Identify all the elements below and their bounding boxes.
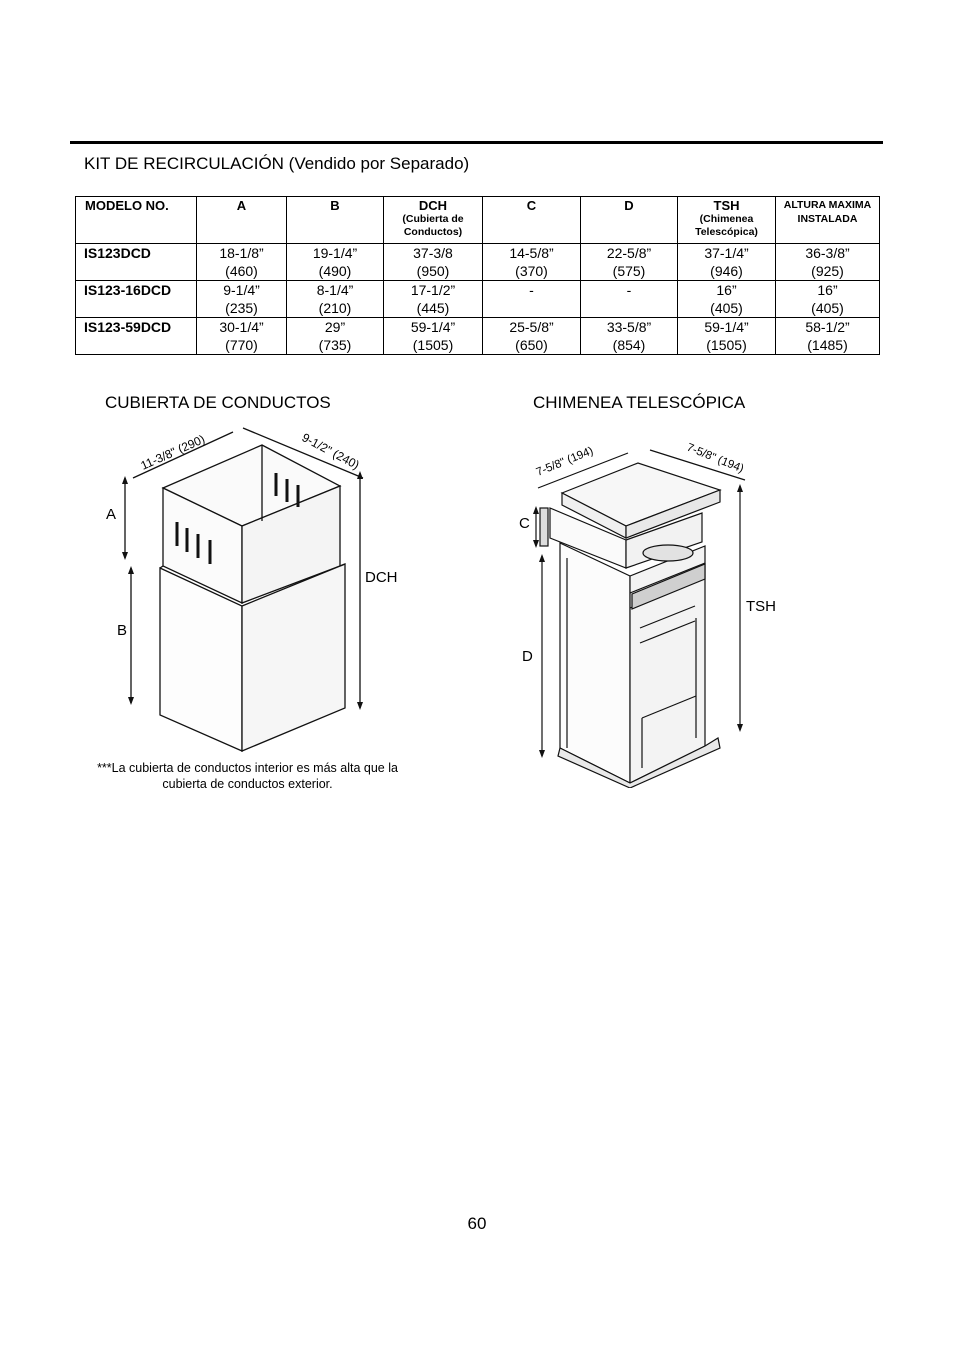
- caption-duct-cover: CUBIERTA DE CONDUCTOS: [105, 393, 331, 412]
- value-cell: [581, 244, 678, 281]
- value-cell: [678, 244, 776, 281]
- value-mm: (370): [515, 263, 548, 279]
- value-mm: (210): [318, 300, 352, 316]
- dim-depth-text: 7-5/8" (194): [684, 441, 746, 476]
- col-header-max-height: ALTURA MAXIMA INSTALADA: [776, 197, 880, 244]
- table-header-row: [76, 197, 880, 244]
- value-mm: (235): [225, 300, 258, 316]
- value-mm: (1485): [807, 337, 848, 353]
- value-inches: 16”: [817, 282, 838, 298]
- value-mm: (650): [515, 337, 548, 353]
- value-inches: 37-3/8: [413, 245, 453, 261]
- value-cell: [678, 281, 776, 318]
- dim-label-d: D: [522, 648, 533, 665]
- value-mm: (854): [612, 337, 646, 353]
- value-inches: 16”: [716, 282, 737, 298]
- value-cell: [776, 244, 880, 281]
- col-header-b: B: [287, 197, 384, 244]
- value-mm: (445): [416, 300, 450, 316]
- model-cell: IS123-16DCD: [76, 281, 197, 318]
- value-cell: [197, 318, 287, 355]
- value-mm: (490): [318, 263, 352, 279]
- value-cell: [384, 318, 483, 355]
- value-mm: (405): [710, 300, 743, 316]
- value-cell: [287, 281, 384, 318]
- value-inches: -: [626, 282, 632, 298]
- value-inches: 59-1/4”: [410, 319, 456, 335]
- footnote: ***La cubierta de conductos interior es más alta que la cubierta de conductos exterior.: [97, 761, 398, 791]
- value-inches: 22-5/8”: [606, 245, 652, 261]
- col-header-c: C: [483, 197, 581, 244]
- value-inches: 29”: [324, 319, 346, 335]
- value-cell: [483, 281, 581, 318]
- dim-label-c: C: [519, 515, 530, 532]
- model-cell: IS123DCD: [76, 244, 197, 281]
- value-cell: [581, 318, 678, 355]
- value-inches: 9-1/4”: [223, 282, 260, 298]
- dim-width-text: 7-5/8" (194): [534, 445, 596, 479]
- value-inches: 8-1/4”: [316, 282, 354, 298]
- value-mm: (946): [710, 263, 743, 279]
- value-cell: [678, 318, 776, 355]
- value-cell: [776, 281, 880, 318]
- value-cell: [776, 318, 880, 355]
- value-inches: -: [529, 282, 534, 298]
- value-inches: 18-1/8”: [219, 245, 264, 261]
- value-cell: [483, 244, 581, 281]
- value-cell: [197, 281, 287, 318]
- dim-label-b: B: [117, 622, 128, 639]
- value-inches: 36-3/8”: [805, 245, 850, 261]
- value-inches: 19-1/4”: [312, 245, 358, 261]
- value-cell: [483, 318, 581, 355]
- table-row: [76, 281, 880, 318]
- dim-label-a: A: [106, 506, 117, 523]
- col-header-dch: DCH (Cubierta de Conductos): [384, 197, 483, 244]
- page-number: 60: [467, 1214, 487, 1233]
- col-header-d: D: [581, 197, 678, 244]
- value-mm: (575): [612, 263, 646, 279]
- value-cell: [197, 244, 287, 281]
- value-inches: 37-1/4”: [704, 245, 749, 261]
- caption-telescopic-chimney: CHIMENEA TELESCÓPICA: [533, 393, 746, 412]
- value-mm: (925): [811, 263, 844, 279]
- dim-width-text: 11-3/8" (290): [138, 431, 208, 473]
- value-inches: 33-5/8”: [606, 319, 652, 335]
- table-row: [76, 244, 880, 281]
- model-cell: IS123-59DCD: [76, 318, 197, 355]
- value-mm: (1505): [412, 337, 454, 353]
- dim-depth-text: 9-1/2" (240): [299, 430, 362, 473]
- value-inches: 59-1/4”: [704, 319, 749, 335]
- duct-cover-diagram: [95, 418, 415, 758]
- value-mm: (460): [225, 263, 258, 279]
- telescopic-chimney-diagram: [510, 418, 800, 788]
- value-mm: (405): [811, 300, 844, 316]
- value-inches: 17-1/2”: [410, 282, 456, 298]
- value-cell: [384, 244, 483, 281]
- value-cell: [384, 281, 483, 318]
- value-cell: [581, 281, 678, 318]
- value-inches: 30-1/4”: [219, 319, 264, 335]
- value-inches: 25-5/8”: [509, 319, 554, 335]
- col-header-tsh: TSH (Chimenea Telescópica): [678, 197, 776, 244]
- recirculation-spec-table: [75, 196, 880, 355]
- value-mm: (1505): [706, 337, 747, 353]
- value-mm: (950): [416, 263, 450, 279]
- value-mm: (770): [225, 337, 258, 353]
- value-mm: (735): [318, 337, 352, 353]
- value-inches: 58-1/2”: [805, 319, 850, 335]
- table-row: [76, 318, 880, 355]
- col-header-a: A: [197, 197, 287, 244]
- header-rule: [70, 141, 883, 144]
- value-cell: [287, 244, 384, 281]
- col-header-model: MODELO NO.: [76, 197, 197, 244]
- dim-label-dch: DCH: [365, 569, 398, 586]
- value-cell: [287, 318, 384, 355]
- dim-label-tsh: TSH: [746, 598, 776, 615]
- value-inches: 14-5/8”: [509, 245, 554, 261]
- section-title: KIT DE RECIRCULACIÓN (Vendido por Separado): [84, 154, 470, 173]
